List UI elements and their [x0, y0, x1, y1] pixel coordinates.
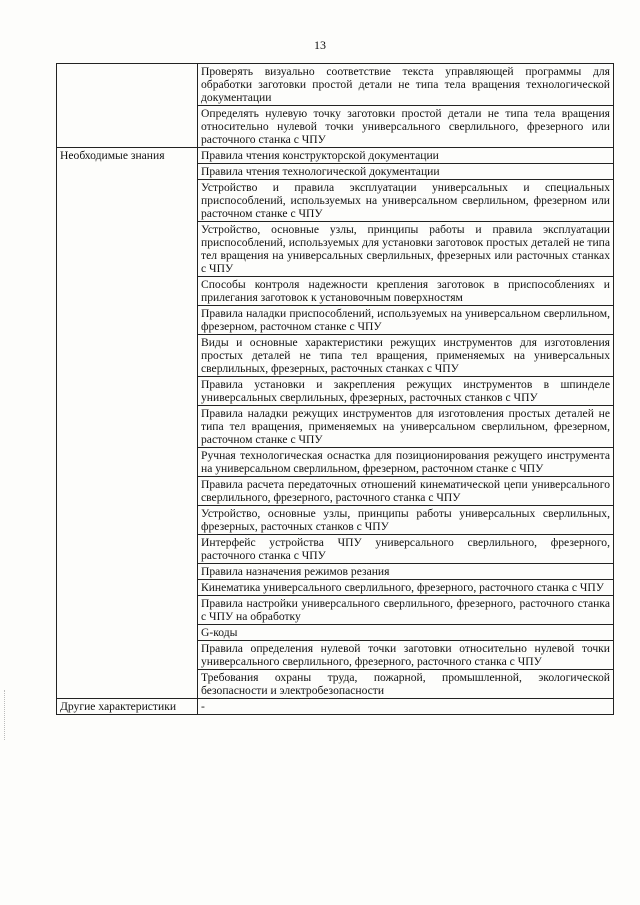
table-cell: Виды и основные характеристики режущих инструментов для изготовления простых деталей не типа тел вращения, применяемых на универсальных сверлильных, фрезерных, расточных станках с ЧПУ	[198, 335, 614, 377]
table-row	[57, 64, 614, 106]
table-cell: Способы контроля надежности крепления заготовок в приспособлениях и прилегания заготовок к установочным поверхностям	[198, 277, 614, 306]
table-cell: Устройство, основные узлы, принципы работы универсальных сверлильных, фрезерных, расточных станков с ЧПУ	[198, 506, 614, 535]
table-cell: G-коды	[198, 625, 614, 641]
table-cell: Требования охраны труда, пожарной, промышленной, экологической безопасности и электробезопасности	[198, 670, 614, 699]
table-row	[57, 148, 614, 164]
table-cell: Правила назначения режимов резания	[198, 564, 614, 580]
table-cell: Правила установки и закрепления режущих инструментов в шпинделе универсальных сверлильных, фрезерных, расточных станков с ЧПУ	[198, 377, 614, 406]
knowledge-label: Необходимые знания	[57, 148, 198, 699]
table-cell: Правила наладки режущих инструментов для изготовления простых деталей не типа тел вращения, применяемых на универсальном сверлильном, фрезерном, расточном станке с ЧПУ	[198, 406, 614, 448]
empty-label-cell	[57, 64, 198, 148]
scan-artifact	[4, 690, 7, 740]
other-label: Другие характеристики	[57, 699, 198, 715]
table-cell: Правила наладки приспособлений, используемых на универсальном сверлильном, фрезерном, расточном станке с ЧПУ	[198, 306, 614, 335]
other-value: -	[198, 699, 614, 715]
table-cell: Определять нулевую точку заготовки простой детали не типа тела вращения относительно нулевой точки универсального сверлильного, фрезерного или расточного станка с ЧПУ	[198, 106, 614, 148]
table-row	[57, 699, 614, 715]
table-cell: Кинематика универсального сверлильного, фрезерного, расточного станка с ЧПУ	[198, 580, 614, 596]
table-cell: Правила настройки универсального сверлильного, фрезерного, расточного станка с ЧПУ на обработку	[198, 596, 614, 625]
table-cell: Устройство, основные узлы, принципы работы и правила эксплуатации приспособлений, используемых для установки заготовок простых деталей не типа тел вращения на универсальных сверлильных, фрезерных или расточных станках с ЧПУ	[198, 222, 614, 277]
table-cell: Проверять визуально соответствие текста управляющей программы для обработки заготовки простой детали не типа тела вращения технологической документации	[198, 64, 614, 106]
table-cell: Правила расчета передаточных отношений кинематической цепи универсального сверлильного, фрезерного, расточного станка с ЧПУ	[198, 477, 614, 506]
table-cell: Правила чтения конструкторской документации	[198, 148, 614, 164]
table-cell: Интерфейс устройства ЧПУ универсального сверлильного, фрезерного, расточного станка с ЧПУ	[198, 535, 614, 564]
table-cell: Правила определения нулевой точки заготовки относительно нулевой точки универсального сверлильного, фрезерного, расточного станка с ЧПУ	[198, 641, 614, 670]
page-number: 13	[314, 38, 326, 52]
table-cell: Правила чтения технологической документации	[198, 164, 614, 180]
requirements-table	[56, 63, 614, 715]
table-cell: Ручная технологическая оснастка для позиционирования режущего инструмента на универсальном сверлильном, фрезерном, расточном станке с ЧПУ	[198, 448, 614, 477]
table-cell: Устройство и правила эксплуатации универсальных и специальных приспособлений, используемых на универсальном сверлильном, фрезерном или расточном станке с ЧПУ	[198, 180, 614, 222]
